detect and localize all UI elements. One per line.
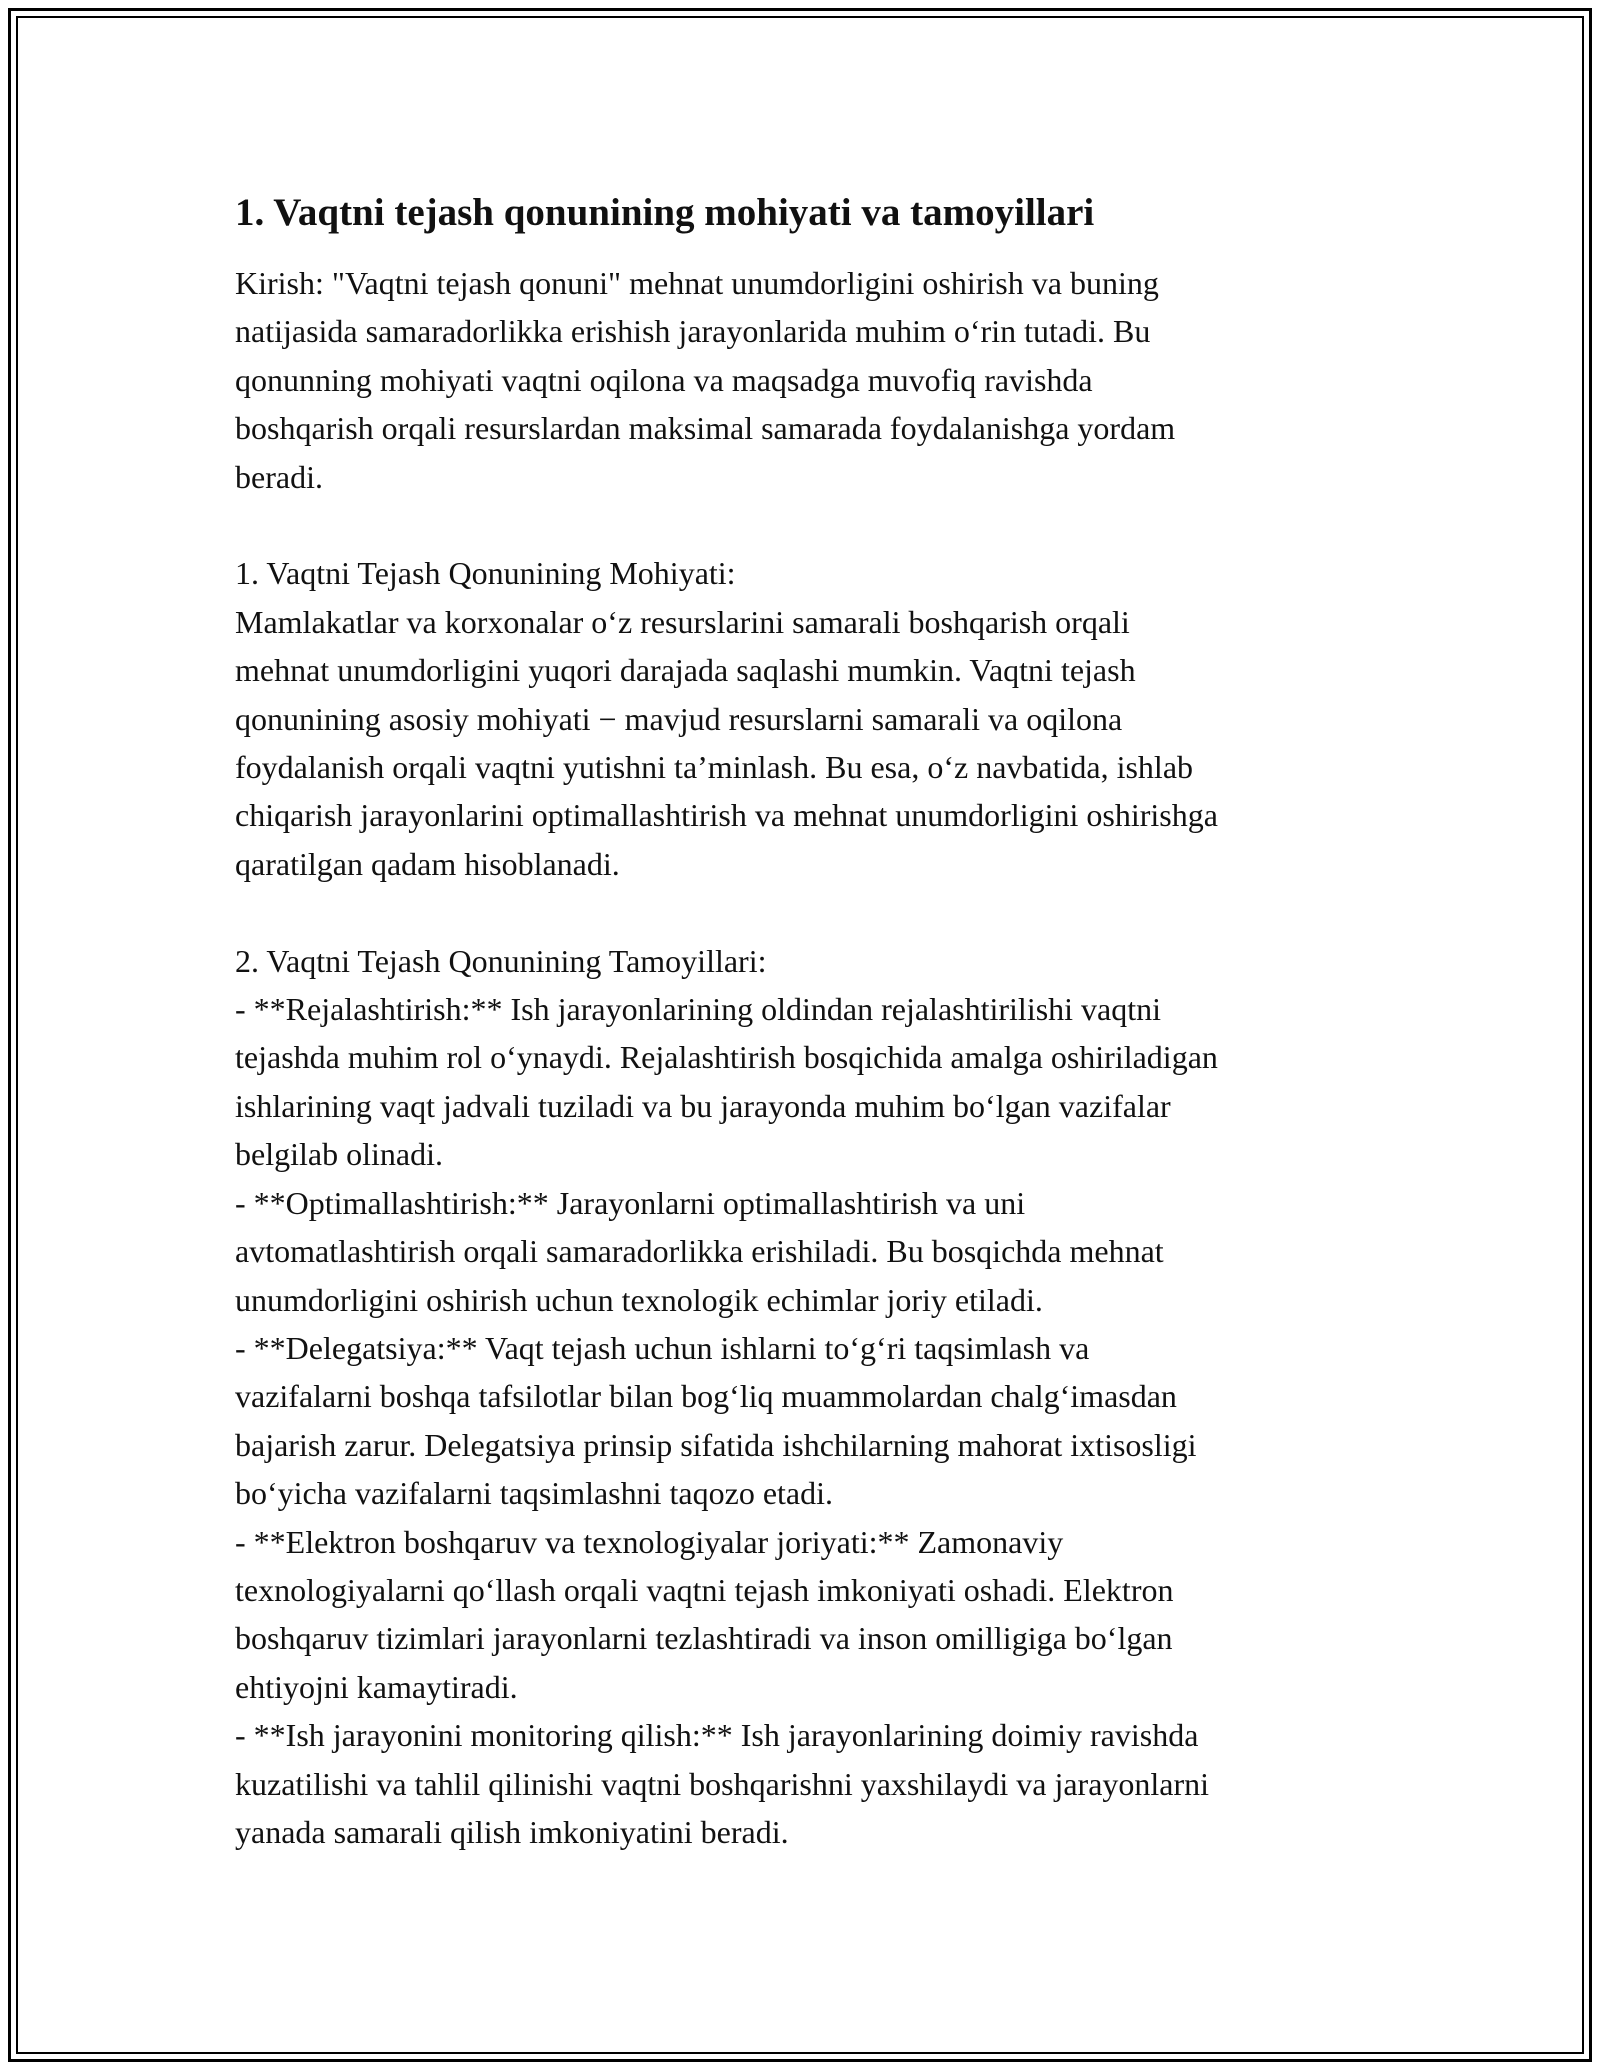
- text-line: Kirish: "Vaqtni tejash qonuni" mehnat unumdorligini oshirish va buning: [235, 265, 1159, 301]
- document-body: [235, 185, 1380, 1856]
- text-line: - **Delegatsiya:** Vaqt tejash uchun ishlarni to‘g‘ri taqsimlash va: [235, 1329, 1090, 1366]
- paragraph-spacer: [235, 501, 1380, 549]
- text-line: qonunining asosiy mohiyati − mavjud resurslarni samarali va oqilona: [235, 700, 1123, 737]
- text-line: unumdorligini oshirish uchun texnologik echimlar joriy etiladi.: [235, 1281, 1043, 1318]
- text-line: ehtiyojni kamaytiradi.: [235, 1668, 518, 1705]
- text-line: foydalanish orqali vaqtni yutishni ta’minlash. Bu esa, o‘z navbatida, ishlab: [235, 749, 1194, 786]
- text-line: avtomatlashtirish orqali samaradorlikka erishiladi. Bu bosqichda mehnat: [235, 1233, 1164, 1270]
- text-line: - **Optimallashtirish:** Jarayonlarni optimallashtirish va uni: [235, 1184, 1026, 1221]
- text-line: vazifalarni boshqa tafsilotlar bilan bog‘liq muammolardan chalg‘imasdan: [235, 1378, 1177, 1415]
- text-line: qaratilgan qadam hisoblanadi.: [235, 845, 620, 882]
- document-title: 1. Vaqtni tejash qonunining mohiyati va tamoyillari: [235, 191, 1095, 234]
- section-1-paragraph: [235, 549, 1380, 888]
- text-line: kuzatilishi va tahlil qilinishi vaqtni boshqarishni yaxshilaydi va jarayonlarni: [235, 1765, 1210, 1802]
- text-line: beradi.: [235, 458, 323, 495]
- text-line: Mamlakatlar va korxonalar o‘z resurslarini samarali boshqarish orqali: [235, 603, 1130, 640]
- text-line: chiqarish jarayonlarini optimallashtirish va mehnat unumdorligini oshirishga: [235, 797, 1218, 834]
- section-2-paragraph: [235, 937, 1380, 1857]
- section-1-heading: 1. Vaqtni Tejash Qonunining Mohiyati:: [235, 555, 736, 592]
- text-line: boshqaruv tizimlari jarayonlarni tezlashtiradi va inson omilligiga bo‘lgan: [235, 1620, 1173, 1657]
- text-line: tejashda muhim rol o‘ynaydi. Rejalashtirish bosqichida amalga oshiriladigan: [235, 1039, 1218, 1076]
- text-line: boshqarish orqali resurslardan maksimal samarada foydalanishga yordam: [235, 410, 1176, 447]
- text-line: bajarish zarur. Delegatsiya prinsip sifatida ishchilarning mahorat ixtisosligi: [235, 1426, 1197, 1463]
- text-line: bo‘yicha vazifalarni taqsimlashni taqozo etadi.: [235, 1475, 833, 1512]
- text-line: texnologiyalarni qo‘llash orqali vaqtni tejash imkoniyati oshadi. Elektron: [235, 1571, 1174, 1608]
- text-line: belgilab olinadi.: [235, 1136, 443, 1173]
- text-line: - **Ish jarayonini monitoring qilish:** Ish jarayonlarining doimiy ravishda: [235, 1717, 1199, 1754]
- text-line: ishlarining vaqt jadvali tuziladi va bu jarayonda muhim bo‘lgan vazifalar: [235, 1087, 1171, 1124]
- text-line: - **Rejalashtirish:** Ish jarayonlarining oldindan rejalashtirilishi vaqtni: [235, 991, 1162, 1028]
- paragraph-spacer: [235, 888, 1380, 936]
- intro-paragraph: [235, 259, 1380, 501]
- text-line: yanada samarali qilish imkoniyatini beradi.: [235, 1813, 789, 1850]
- section-2-heading: 2. Vaqtni Tejash Qonunining Tamoyillari:: [235, 942, 767, 979]
- text-line: qonunning mohiyati vaqtni oqilona va maqsadga muvofiq ravishda: [235, 361, 1093, 398]
- text-line: mehnat unumdorligini yuqori darajada saqlashi mumkin. Vaqtni tejash: [235, 652, 1136, 689]
- text-line: natijasida samaradorlikka erishish jarayonlarida muhim o‘rin tutadi. Bu: [235, 313, 1151, 350]
- text-line: - **Elektron boshqaruv va texnologiyalar joriyati:** Zamonaviy: [235, 1523, 1064, 1560]
